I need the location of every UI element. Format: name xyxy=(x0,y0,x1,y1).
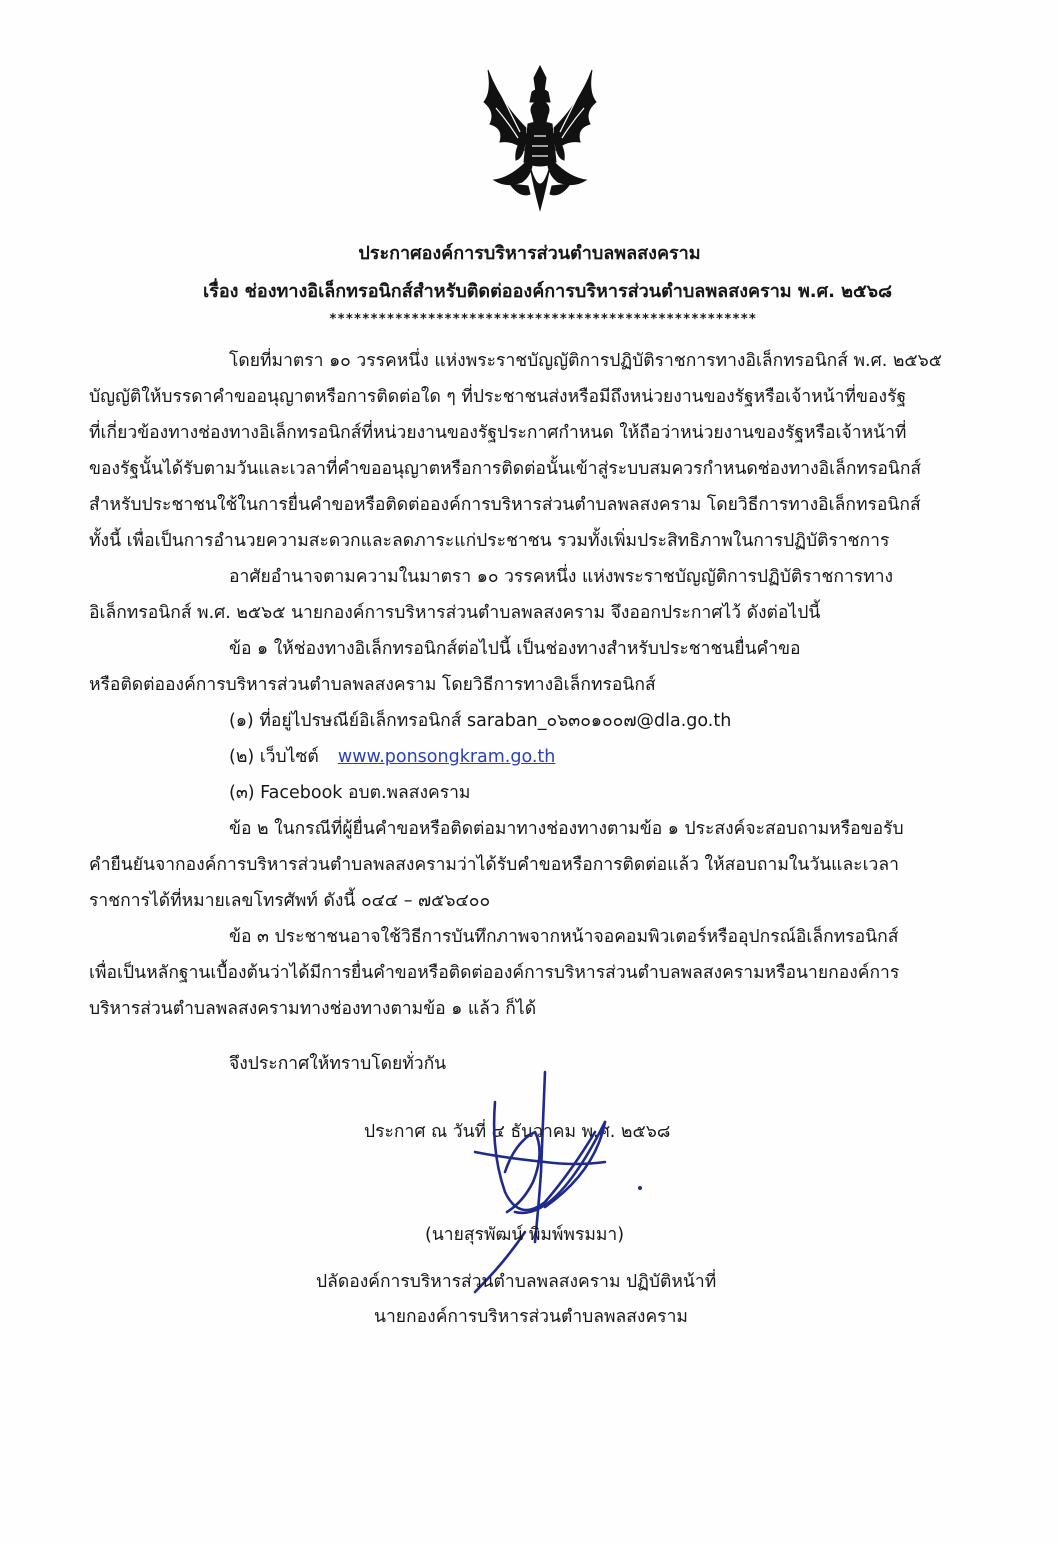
channel-website xyxy=(229,745,555,769)
signatory-position-2: นายกองค์การบริหารส่วนตำบลพลสงคราม xyxy=(374,1307,688,1327)
paragraph-1-line-1: โดยที่มาตรา ๑๐ วรรคหนึ่ง แห่งพระราชบัญญัติการปฏิบัติราชการทางอิเล็กทรอนิกส์ พ.ศ. ๒๕๖๕ xyxy=(229,351,942,371)
channel-facebook: (๓) Facebook อบต.พลสงคราม xyxy=(229,783,471,803)
clause-2-line-3: ราชการได้ที่หมายเลขโทรศัพท์ ดังนี้ ๐๔๔ – ๗๕๖๔๐๐ xyxy=(89,891,491,911)
announcement-date: ประกาศ ณ วันที่ ๔ ธันวาคม พ.ศ. ๒๕๖๘ xyxy=(364,1122,671,1142)
clause-1-line-2: หรือติดต่อองค์การบริหารส่วนตำบลพลสงคราม โดยวิธีการทางอิเล็กทรอนิกส์ xyxy=(89,675,656,695)
clause-2-line-2: คำยืนยันจากองค์การบริหารส่วนตำบลพลสงครามว่าได้รับคำขอหรือการติดต่อแล้ว ให้สอบถามในวันและเวลา xyxy=(89,855,899,875)
announcement-title: ประกาศองค์การบริหารส่วนตำบลพลสงคราม xyxy=(358,243,701,264)
channel-email: (๑) ที่อยู่ไปรษณีย์อิเล็กทรอนิกส์ saraban_๐๖๓๐๑๐๐๗@dla.go.th xyxy=(229,711,732,731)
clause-3-line-3: บริหารส่วนตำบลพลสงครามทางช่องทางตามข้อ ๑ แล้ว ก็ได้ xyxy=(89,999,537,1019)
clause-3-line-1: ข้อ ๓ ประชาชนอาจใช้วิธีการบันทึกภาพจากหน้าจอคอมพิวเตอร์หรืออุปกรณ์อิเล็กทรอนิกส์ xyxy=(229,927,899,947)
clause-3-line-2: เพื่อเป็นหลักฐานเบื้องต้นว่าได้มีการยื่นคำขอหรือติดต่อองค์การบริหารส่วนตำบลพลสงครามหรือนายกองค์การ xyxy=(89,963,900,983)
paragraph-2-line-1: อาศัยอำนาจตามความในมาตรา ๑๐ วรรคหนึ่ง แห่งพระราชบัญญัติการปฏิบัติราชการทาง xyxy=(229,567,894,587)
clause-1-line-1: ข้อ ๑ ให้ช่องทางอิเล็กทรอนิกส์ต่อไปนี้ เป็นช่องทางสำหรับประชาชนยื่นคำขอ xyxy=(229,639,801,659)
clause-2-line-1: ข้อ ๒ ในกรณีที่ผู้ยื่นคำขอหรือติดต่อมาทางช่องทางตามข้อ ๑ ประสงค์จะสอบถามหรือขอรับ xyxy=(229,819,904,839)
announcement-subject: เรื่อง ช่องทางอิเล็กทรอนิกส์สำหรับติดต่อองค์การบริหารส่วนตำบลพลสงคราม พ.ศ. ๒๕๖๘ xyxy=(203,281,892,302)
paragraph-2-line-2: อิเล็กทรอนิกส์ พ.ศ. ๒๕๖๕ นายกองค์การบริหารส่วนตำบลพลสงคราม จึงออกประกาศไว้ ดังต่อไปนี้ xyxy=(89,603,821,623)
paragraph-1-line-5: สำหรับประชาชนใช้ในการยื่นคำขอหรือติดต่อองค์การบริหารส่วนตำบลพลสงคราม โดยวิธีการทางอิเล็กทรอนิกส์ xyxy=(89,495,921,515)
signatory-position-1: ปลัดองค์การบริหารส่วนตำบลพลสงคราม ปฏิบัติหน้าที่ xyxy=(316,1272,717,1292)
paragraph-1-line-3: ที่เกี่ยวข้องทางช่องทางอิเล็กทรอนิกส์ที่หน่วยงานของรัฐประกาศกำหนด ให้ถือว่าหน่วยงานของรัฐหรือเจ้าหน้าที่ xyxy=(89,423,907,443)
separator-line: **************************************************** xyxy=(329,312,757,327)
signature-mark xyxy=(395,1062,665,1302)
paragraph-1-line-4: ของรัฐนั้นได้รับตามวันและเวลาที่คำขออนุญาตหรือการติดต่อนั้นเข้าสู่ระบบสมควรกำหนดช่องทางอิเล็กทรอนิกส์ xyxy=(89,459,922,479)
channel-website-label: (๒) เว็บไซต์ xyxy=(229,747,319,767)
closing-statement: จึงประกาศให้ทราบโดยทั่วกัน xyxy=(229,1054,447,1074)
paragraph-1-line-6: ทั้งนี้ เพื่อเป็นการอำนวยความสะดวกและลดภาระแก่ประชาชน รวมทั้งเพิ่มประสิทธิภาพในการปฏิบัติราชการ xyxy=(89,531,890,551)
website-link[interactable]: www.ponsongkram.go.th xyxy=(337,747,556,767)
signatory-name: (นายสุรพัฒน์ พิมพ์พรมมา) xyxy=(425,1225,625,1245)
paragraph-1-line-2: บัญญัติให้บรรดาคำขออนุญาตหรือการติดต่อใด ๆ ที่ประชาชนส่งหรือมีถึงหน่วยงานของรัฐหรือเจ้าหน้าที่ของรัฐ xyxy=(89,387,907,407)
garuda-emblem-icon xyxy=(470,62,610,212)
